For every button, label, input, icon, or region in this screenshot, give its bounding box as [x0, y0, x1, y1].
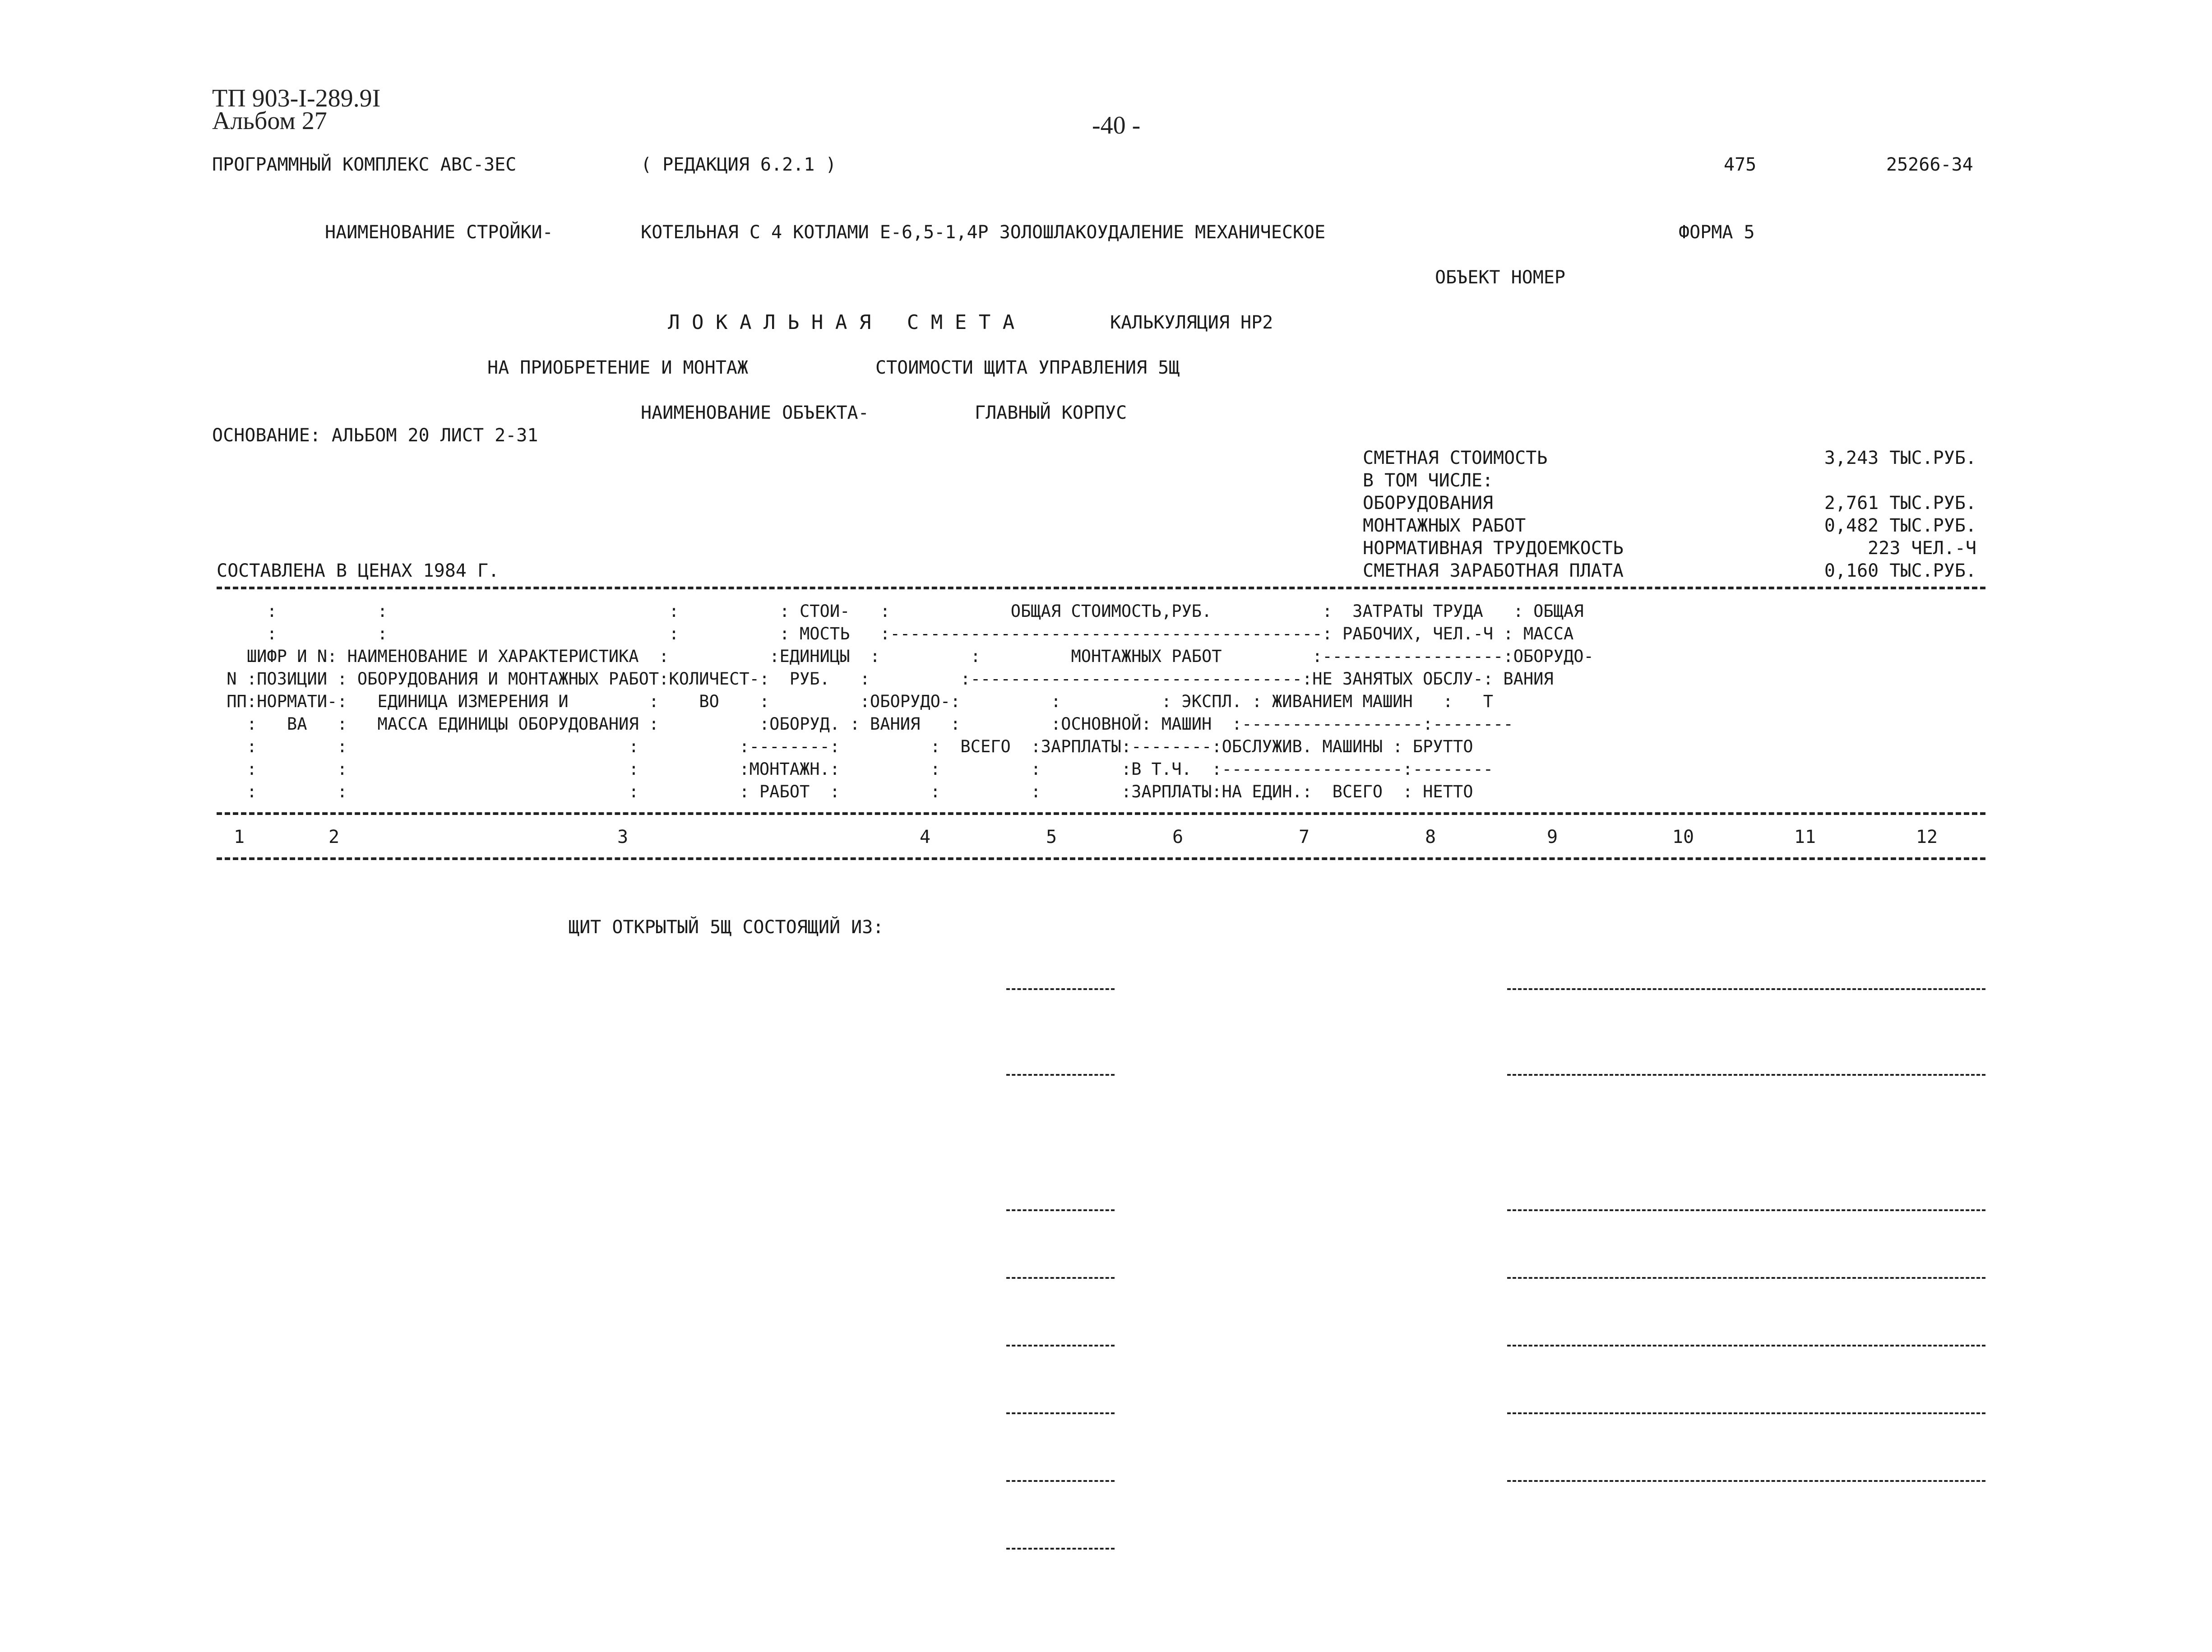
column-number: 2 [328, 827, 340, 847]
header-line: ШИФР И N: НАИМЕНОВАНИЕ И ХАРАКТЕРИСТИКА : :ЕДИНИЦЫ : : МОНТАЖНЫХ РАБОТ :------------------:ОБОРУДО- [217, 647, 1594, 666]
row-divider [1507, 988, 1985, 990]
column-number: 7 [1298, 827, 1310, 847]
stamp-code: ТП 903-I-289.9I [212, 84, 381, 112]
basis: ОСНОВАНИЕ: АЛЬБОМ 20 ЛИСТ 2-31 [212, 425, 538, 446]
column-number: 9 [1546, 827, 1558, 847]
row-divider [1507, 1412, 1985, 1414]
summary-value: 223 ЧЕЛ.-Ч [1868, 538, 1976, 559]
sheet-number: 475 [1724, 154, 1757, 175]
program-name: ПРОГРАММНЫЙ КОМПЛЕКС АВС-3ЕС [212, 154, 517, 175]
row-divider [1006, 1480, 1115, 1482]
row-divider [1006, 1074, 1115, 1076]
document-title: Л О К А Л Ь Н А Я С М Е Т А [668, 311, 1015, 334]
object-name-value: ГЛАВНЫЙ КОРПУС [975, 403, 1127, 423]
header-line: : ВА : МАССА ЕДИНИЦЫ ОБОРУДОВАНИЯ : :ОБОРУД. : ВАНИЯ : :ОСНОВНОЙ: МАШИН :------------------:-------- [217, 714, 1513, 734]
row-divider [1507, 1480, 1985, 1482]
page-number: -40 - [1092, 111, 1141, 139]
header-line: ПП:НОРМАТИ-: ЕДИНИЦА ИЗМЕРЕНИЯ И : ВО : :ОБОРУДО-: : : ЭКСПЛ. : ЖИВАНИЕМ МАШИН : Т [217, 692, 1494, 711]
object-number: ОБЪЕКТ НОМЕР [1435, 267, 1565, 288]
object-name-label: НАИМЕНОВАНИЕ ОБЪЕКТА- [641, 403, 869, 423]
section-title: ЩИТ ОТКРЫТЫЙ 5Щ СОСТОЯЩИЙ ИЗ: [569, 917, 884, 938]
row-divider [1006, 1548, 1115, 1550]
purpose-label: НА ПРИОБРЕТЕНИЕ И МОНТАЖ [487, 357, 748, 378]
header-line: : : : : МОСТЬ :-------------------------------------------: РАБОЧИХ, ЧЕЛ.-Ч : МАССА [217, 624, 1574, 643]
prices-year: СОСТАВЛЕНА В ЦЕНАХ 1984 Г. [217, 560, 500, 581]
column-number: 10 [1672, 827, 1694, 847]
column-number: 8 [1425, 827, 1436, 847]
calculation-number: КАЛЬКУЛЯЦИЯ НР2 [1110, 312, 1273, 333]
row-divider [1006, 1277, 1115, 1279]
column-number: 12 [1916, 827, 1938, 847]
table-rule [217, 812, 1985, 815]
header-line: N :ПОЗИЦИИ : ОБОРУДОВАНИЯ И МОНТАЖНЫХ РАБОТ:КОЛИЧЕСТ-: РУБ. : :---------------------------------:НЕ ЗАНЯТЫХ ОБСЛУ-: ВАНИЯ [217, 669, 1554, 689]
purpose-value: СТОИМОСТИ ЩИТА УПРАВЛЕНИЯ 5Щ [875, 357, 1180, 378]
construction-name: КОТЕЛЬНАЯ С 4 КОТЛАМИ Е-6,5-1,4Р ЗОЛОШЛАКОУДАЛЕНИЕ МЕХАНИЧЕСКОЕ [641, 222, 1326, 243]
column-number: 5 [1046, 827, 1057, 847]
summary-value: 0,160 ТЫС.РУБ. [1824, 560, 1976, 581]
column-number: 4 [919, 827, 931, 847]
row-divider [1507, 1074, 1985, 1076]
row-divider [1006, 1345, 1115, 1347]
table-rule [217, 587, 1985, 589]
header-line: : : : : РАБОТ : : : :ЗАРПЛАТЫ:НА ЕДИН.: ВСЕГО : НЕТТО [217, 782, 1473, 801]
row-divider [1507, 1277, 1985, 1279]
summary-label: ОБОРУДОВАНИЯ [1363, 493, 1493, 514]
column-number: 3 [617, 827, 629, 847]
header-line: : : : :--------: : ВСЕГО :ЗАРПЛАТЫ:--------:ОБСЛУЖИВ. МАШИНЫ : БРУТТО [217, 737, 1473, 756]
summary-label: СМЕТНАЯ СТОИМОСТЬ [1363, 448, 1548, 468]
form-number: ФОРМА 5 [1679, 222, 1755, 243]
summary-label: СМЕТНАЯ ЗАРАБОТНАЯ ПЛАТА [1363, 560, 1624, 581]
header-line: : : : : СТОИ- : ОБЩАЯ СТОИМОСТЬ,РУБ. : ЗАТРАТЫ ТРУДА : ОБЩАЯ [217, 602, 1584, 621]
document-code: 25266-34 [1886, 154, 1973, 175]
column-number: 11 [1794, 827, 1816, 847]
stamp-album: Альбом 27 [212, 107, 327, 135]
construction-label: НАИМЕНОВАНИЕ СТРОЙКИ- [325, 222, 553, 243]
header-line: : : : :МОНТАЖН.: : : :В Т.Ч. :------------------:-------- [217, 759, 1494, 779]
summary-label: В ТОМ ЧИСЛЕ: [1363, 470, 1493, 491]
program-edition: ( РЕДАКЦИЯ 6.2.1 ) [641, 154, 837, 175]
row-divider [1507, 1209, 1985, 1211]
summary-value: 2,761 ТЫС.РУБ. [1824, 493, 1976, 514]
column-number: 1 [233, 827, 245, 847]
summary-value: 0,482 ТЫС.РУБ. [1824, 515, 1976, 536]
column-number: 6 [1172, 827, 1184, 847]
summary-value: 3,243 ТЫС.РУБ. [1824, 448, 1976, 468]
row-divider [1006, 988, 1115, 990]
summary-label: НОРМАТИВНАЯ ТРУДОЕМКОСТЬ [1363, 538, 1624, 559]
row-divider [1006, 1412, 1115, 1414]
row-divider [1507, 1345, 1985, 1347]
table-rule [217, 857, 1985, 860]
row-divider [1006, 1209, 1115, 1211]
summary-label: МОНТАЖНЫХ РАБОТ [1363, 515, 1526, 536]
